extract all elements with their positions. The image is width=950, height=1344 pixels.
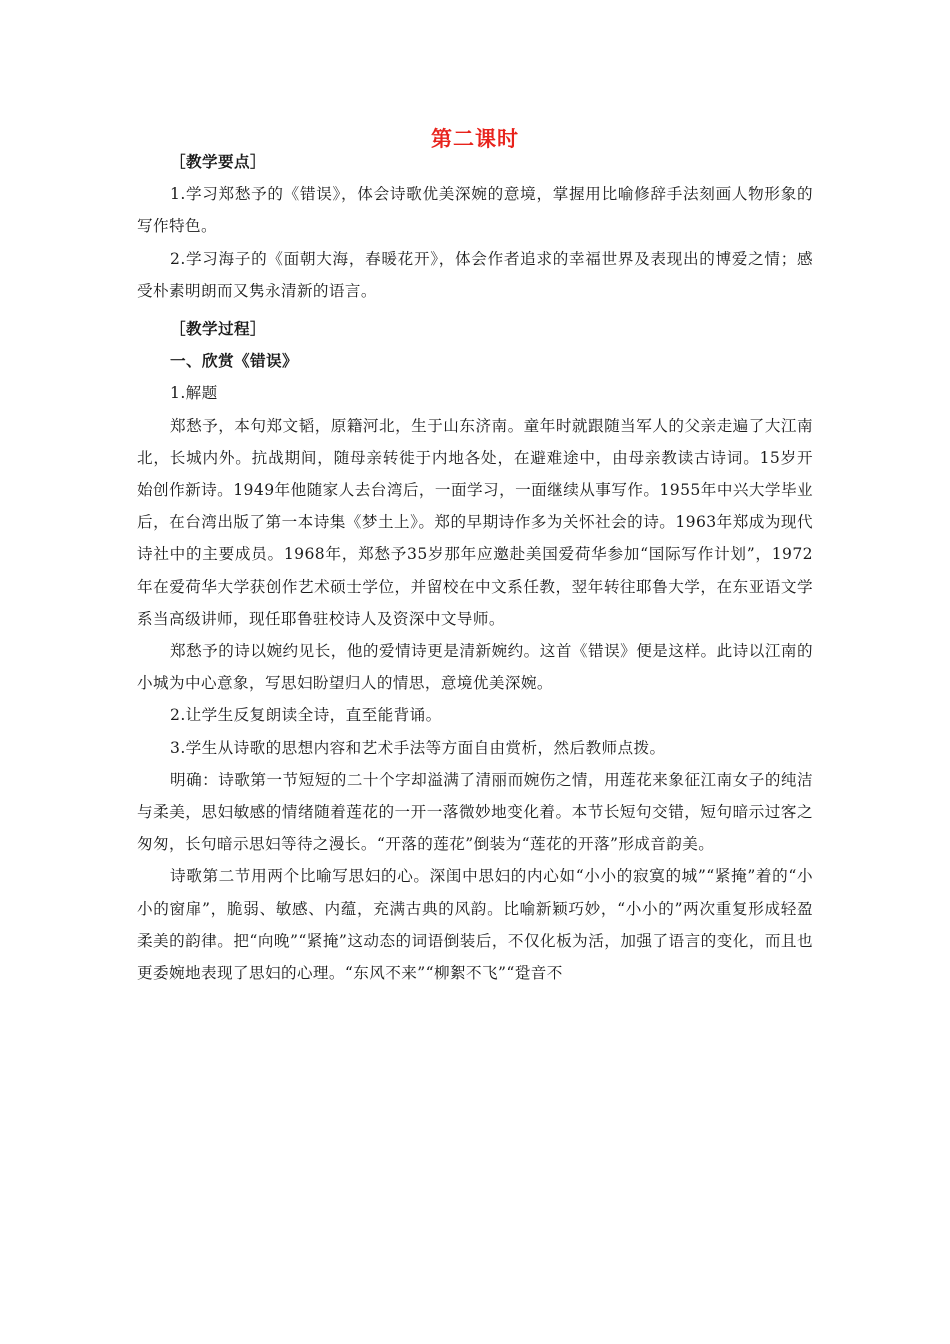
- paragraph: 郑愁予，本句郑文韬，原籍河北，生于山东济南。童年时就跟随当军人的父亲走遍了大江南北，长城内外。抗战期间，随母亲转徙于内地各处，在避难途中，由母亲教读古诗词。15岁开始创作新诗。1949年他随家人去台湾后，一面学习，一面继续从事写作。1955年中兴大学毕业后，在台湾出版了第一本诗集《梦土上》。郑的早期诗作多为关怀社会的诗。1963年郑成为现代诗社中的主要成员。1968年，郑愁予35岁那年应邀赴美国爱荷华参加“国际写作计划”，1972年在爱荷华大学获创作艺术硕士学位，并留校在中文系任教，翌年转往耶鲁大学，在东亚语文学系当高级讲师，现任耶鲁驻校诗人及资深中文导师。: [137, 416, 813, 628]
- section-heading-key-points: ［教学要点］: [170, 153, 266, 171]
- paragraph: 2.学习海子的《面朝大海，春暖花开》，体会作者追求的幸福世界及表现出的博爱之情；感受朴素明朗而又隽永清新的语言。: [137, 249, 813, 300]
- paragraph: 3.学生从诗歌的思想内容和艺术手法等方面自由赏析，然后教师点拨。: [170, 738, 666, 757]
- document-body: [137, 146, 813, 989]
- paragraph: 1.学习郑愁予的《错误》，体会诗歌优美深婉的意境，掌握用比喻修辞手法刻画人物形象的写作特色。: [137, 185, 813, 236]
- paragraph: 郑愁予的诗以婉约见长，他的爱情诗更是清新婉约。这首《错误》便是这样。此诗以江南的小城为中心意象，写思妇盼望归人的情思，意境优美深婉。: [137, 642, 813, 693]
- page-title: 第二课时: [431, 127, 519, 151]
- section-heading-process: ［教学过程］: [170, 320, 266, 339]
- paragraph: 2.让学生反复朗读全诗，直至能背诵。: [170, 706, 442, 725]
- paragraph: 明确：诗歌第一节短短的二十个字却溢满了清丽而婉伤之情，用莲花来象征江南女子的纯洁与柔美，思妇敏感的情绪随着莲花的一开一落微妙地变化着。本节长短句交错，短句暗示过客之匆匆，长句暗示思妇等待之漫长。“开落的莲花”倒装为“莲花的开落”形成音韵美。: [137, 770, 813, 854]
- subsection-heading: 一、欣赏《错误》: [170, 352, 298, 371]
- paragraph: 诗歌第二节用两个比喻写思妇的心。深闺中思妇的内心如“小小的寂寞的城”“紧掩”着的“小小的窗扉”，脆弱、敏感、内蕴，充满古典的风韵。比喻新颖巧妙，“小小的”两次重复形成轻盈柔美的韵律。把“向晚”“紧掩”这动态的词语倒装后，不仅化板为活，加强了语言的变化，而且也更委婉地表现了思妇的心理。“东风不来”“柳絮不飞”“跫音不: [137, 867, 813, 983]
- paragraph: 1.解题: [170, 384, 218, 403]
